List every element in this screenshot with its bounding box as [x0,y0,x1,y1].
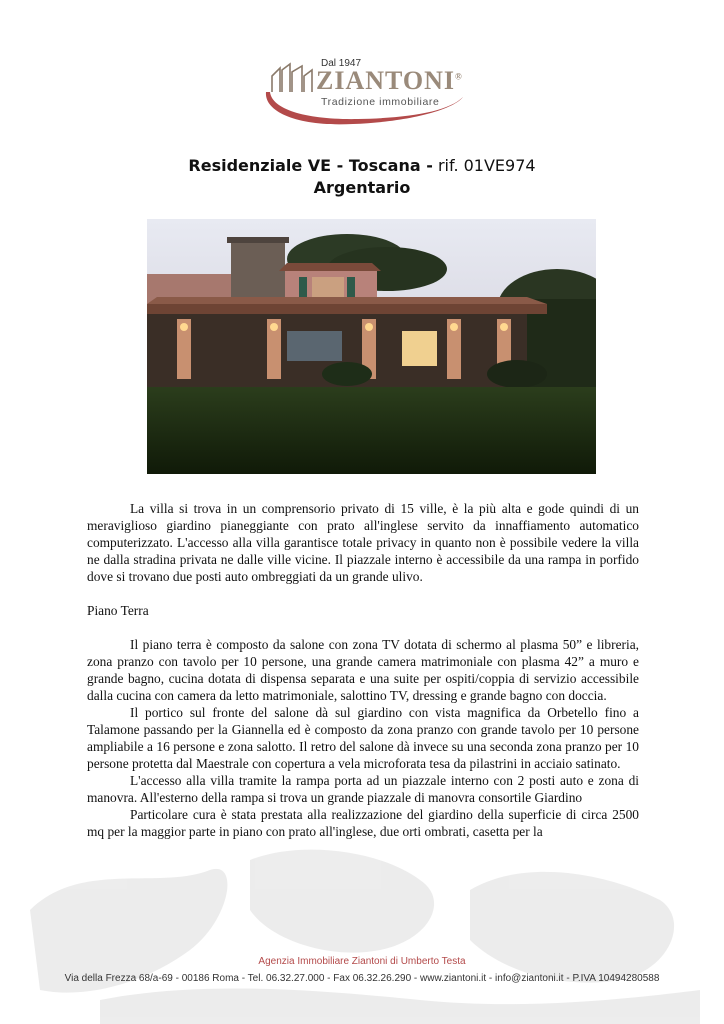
title-reference: rif. 01VE974 [437,156,536,175]
logo-since: Dal 1947 [321,58,362,69]
paragraph-ground-floor: Il piano terra è composto da salone con zona TV dotata di schermo al plasma 50” e libreria, zona pranzo con tavolo per 10 persone, una grande camera matrimoniale con plasma 42” a muro e grande bagno, cucina dotata di dispensa separata e una suite per ospiti/coppia di servizio accessibile dalla cucina con camera da letto matrimoniale, salottino TV, dressing e grande bagno con doccia. [87,637,639,703]
description [87,500,639,840]
footer-address: Via della Frezza 68/a-69 - 00186 Roma - Tel. 06.32.27.000 - Fax 06.32.26.290 - www.ziantoni.it - info@ziantoni.it - P.IVA 10494280588 [64,973,660,984]
paragraph-intro: La villa si trova in un comprensorio privato di 15 ville, è la più alta e gode quindi di un meraviglioso giardino pianeggiante con prato all'inglese servito da innaffiamento automatico computerizzato. L'accesso alla villa garantisce totale privacy in quanto non è possibile vedere la villa ne dalla stradina privata ne dalle ville vicine. Il piazzale interno è accessibile da una rampa in porfido dove si trovano due posti auto ombreggiati da un grande ulivo. [87,501,639,584]
paragraph-portico: Il portico sul fronte del salone dà sul giardino con vista magnifica da Orbetello fino a Talamone passando per la Giannella ed è composto da zona pranzo con grande tavolo per 10 persone ampliabile a 16 persone e zona salotto. Il retro del salone dà invece su una seconda zona pranzo per 10 persone protetta dal Maestrale con copertura a vela microforata tesa da pilastrini in acciaio satinato. [87,705,639,771]
logo-name: ZIANTONI® [316,66,463,95]
paragraph-garden: Particolare cura è stata prestata alla realizzazione del giardino della superficie di circa 2500 mq per la maggior parte in piano con prato all'inglese, due orti ombrati, casetta per la [87,807,639,839]
title-location: Argentario [313,178,411,197]
company-logo [258,52,468,132]
section-heading: Piano Terra [87,603,149,618]
title-category: Residenziale VE - Toscana - [188,156,433,175]
villa-photo [147,219,596,474]
footer-agency: Agenzia Immobiliare Ziantoni di Umberto Testa [258,956,466,967]
listing-title [0,155,724,199]
paragraph-access: L'accesso alla villa tramite la rampa porta ad un piazzale interno con 2 posti auto e zona di manovra. All'esterno della rampa si trova un grande piazzale di manovra consortile Giardino [87,773,639,805]
logo-tagline: Tradizione immobiliare [321,96,440,108]
